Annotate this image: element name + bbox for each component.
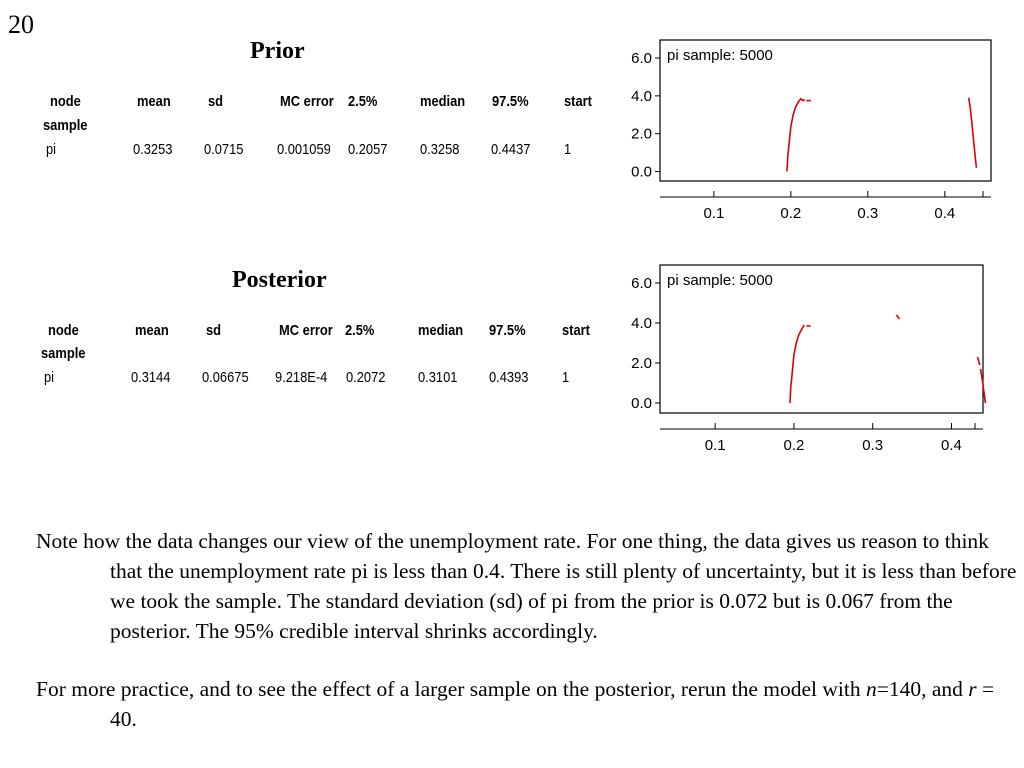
prior-cell-2-5: 0.2057 — [348, 141, 388, 158]
chart-title: pi sample: 5000 — [667, 47, 773, 64]
posterior-title: Posterior — [232, 267, 327, 293]
x-tick-label: 0.4 — [941, 437, 962, 454]
prior-header-median: median — [420, 93, 466, 110]
note-p2-r: r — [968, 677, 977, 701]
note-p2-part2: =140, and — [876, 677, 969, 701]
y-tick-label: 6.0 — [631, 275, 652, 292]
x-tick-label: 0.2 — [783, 437, 805, 454]
chart-svg — [615, 38, 995, 233]
posterior-header-median: median — [418, 322, 464, 339]
prior-cell-node: pi — [46, 141, 57, 158]
density-line-segment — [978, 357, 980, 365]
y-tick-label: 0.0 — [631, 395, 652, 412]
y-tick-label: 4.0 — [631, 87, 652, 105]
prior-cell-mean: 0.3253 — [133, 141, 173, 158]
prior-header-start: start — [564, 93, 592, 110]
posterior-cell-start: 1 — [562, 369, 570, 386]
density-line-segment — [896, 315, 899, 319]
y-tick-label: 2.0 — [631, 355, 652, 372]
prior-cell-sd: 0.0715 — [204, 141, 244, 158]
posterior-cell-median: 0.3101 — [418, 369, 458, 386]
prior-header-mc-error: MC error — [280, 93, 334, 110]
prior-header-sd: sd — [208, 93, 224, 110]
prior-header-node: node — [50, 93, 81, 110]
density-line-segment — [790, 325, 804, 403]
prior-cell-median: 0.3258 — [420, 141, 460, 158]
density-line-segment — [787, 99, 805, 172]
density-line-segment — [969, 98, 977, 168]
posterior-cell-mean: 0.3144 — [131, 369, 171, 386]
prior-cell-start: 1 — [564, 141, 572, 158]
posterior-header-sd: sd — [206, 322, 222, 339]
posterior-density-chart — [615, 262, 995, 462]
note-p2-n: n — [865, 677, 877, 701]
posterior-header-start: start — [562, 322, 590, 339]
prior-header-sample: sample — [43, 117, 88, 134]
posterior-header-2-5: 2.5% — [345, 322, 375, 339]
note-paragraph-1: Note how the data changes our view of the unemployment rate. For one thing, the data gives us reason to think that the unemployment rate pi is less than 0.4. There is still plenty of uncertainty, but it is less than before we took the sample. The standard deviation (sd) of pi from the prior is 0.072 but is 0.067 from the posterior. The 95% credible interval shrinks accordingly. — [36, 529, 1017, 643]
chart-title: pi sample: 5000 — [667, 272, 773, 289]
x-tick-label: 0.3 — [862, 437, 884, 454]
prior-density-chart — [615, 38, 995, 233]
posterior-cell-mc-error: 9.218E-4 — [275, 369, 328, 386]
posterior-header-mean: mean — [135, 322, 169, 339]
posterior-cell-node: pi — [44, 369, 55, 386]
page-number: 20 — [8, 10, 34, 39]
posterior-cell-2-5: 0.2072 — [346, 369, 386, 386]
posterior-header-mc-error: MC error — [279, 322, 333, 339]
x-tick-label: 0.2 — [780, 205, 802, 222]
x-tick-label: 0.1 — [703, 205, 725, 222]
posterior-header-node: node — [48, 322, 79, 339]
note-p2-part3: = 40. — [110, 677, 995, 731]
prior-cell-97-5: 0.4437 — [491, 141, 531, 158]
prior-title: Prior — [250, 38, 305, 64]
prior-header-97-5: 97.5% — [492, 93, 529, 110]
chart-svg — [615, 262, 995, 462]
posterior-cell-sd: 0.06675 — [202, 369, 249, 386]
y-tick-label: 6.0 — [631, 50, 652, 67]
x-tick-label: 0.4 — [934, 205, 956, 222]
prior-cell-mc-error: 0.001059 — [277, 141, 331, 158]
y-tick-label: 2.0 — [631, 125, 652, 143]
y-tick-label: 0.0 — [631, 163, 652, 181]
posterior-header-97-5: 97.5% — [489, 322, 526, 339]
y-tick-label: 4.0 — [631, 315, 652, 332]
x-tick-label: 0.1 — [704, 437, 726, 454]
prior-header-2-5: 2.5% — [348, 93, 378, 110]
posterior-cell-97-5: 0.4393 — [489, 369, 529, 386]
note-paragraph-2 — [36, 674, 1021, 734]
x-tick-label: 0.3 — [857, 205, 879, 222]
note-section — [36, 526, 1021, 734]
prior-header-mean: mean — [137, 93, 171, 110]
posterior-header-sample: sample — [41, 345, 86, 362]
note-p2-part1: For more practice, and to see the effect of a larger sample on the posterior, rerun the model with — [36, 677, 866, 701]
